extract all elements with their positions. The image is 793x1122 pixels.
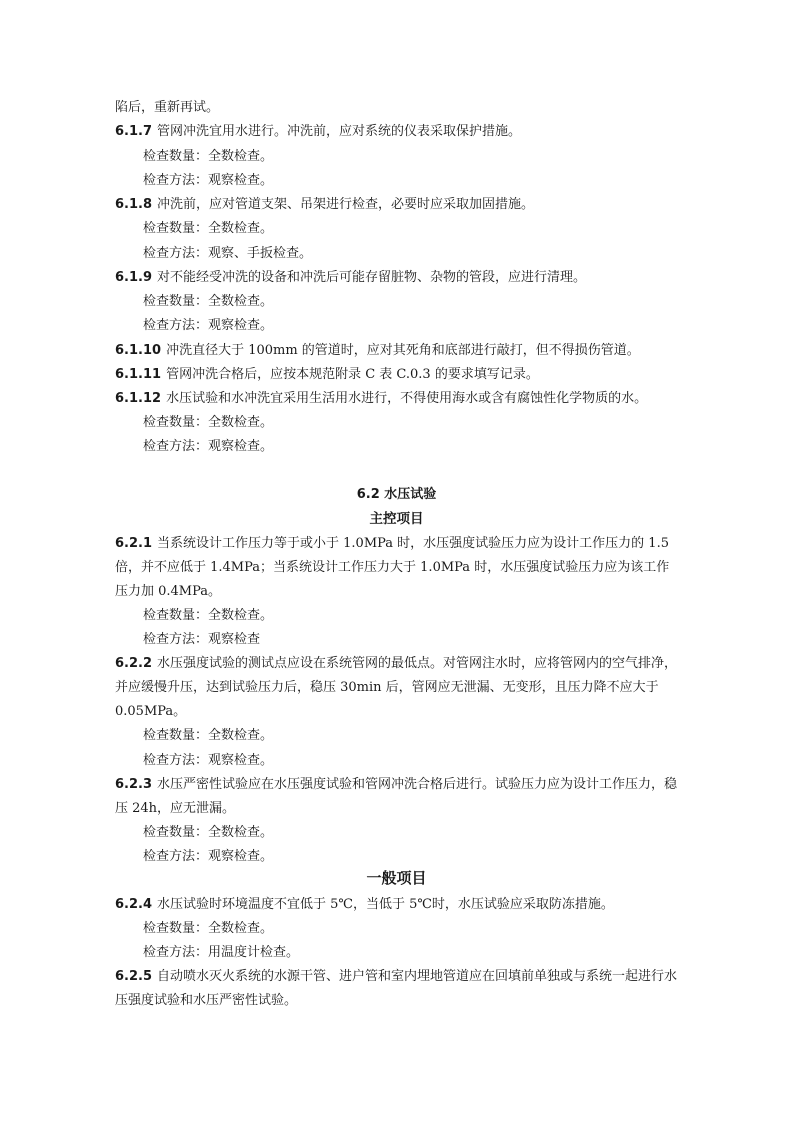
clause-6-2-3 (115, 773, 680, 821)
clause-6-1-8 (115, 193, 534, 217)
clause-6-1-11 (115, 363, 539, 387)
clause-number: 6.2.5 (115, 969, 153, 984)
clause-text: 管网冲洗合格后，应按本规范附录 C 表 C.0.3 的要求填写记录。 (166, 367, 539, 382)
check-quantity: 检查数量：全数检查。 (143, 294, 274, 309)
clause-number: 6.2.4 (115, 897, 153, 912)
check-method: 检查方法：观察检查 (143, 632, 261, 647)
clause-6-1-10 (115, 339, 640, 363)
clause-text: 冲洗直径大于 100mm 的管道时，应对其死角和底部进行敲打，但不得损伤管道。 (166, 343, 640, 358)
check-quantity: 检查数量：全数检查。 (143, 921, 274, 936)
check-method: 检查方法：观察检查。 (143, 753, 274, 768)
check-quantity: 检查数量：全数检查。 (143, 825, 274, 840)
clause-number: 6.2.3 (115, 777, 153, 792)
check-method: 检查方法：观察、手扳检查。 (143, 246, 313, 261)
check-method: 检查方法：用温度计检查。 (143, 945, 300, 960)
clause-6-1-7 (115, 120, 521, 144)
clause-number: 6.1.8 (115, 197, 153, 212)
clause-text: 水压严密性试验应在水压强度试验和管网冲洗合格后进行。试验压力应为设计工作压力，稳压 24h，应无泄漏。 (115, 777, 678, 816)
check-quantity: 检查数量：全数检查。 (143, 608, 274, 623)
clause-number: 6.1.7 (115, 124, 153, 139)
subsection-main-items: 主控项目 (369, 511, 424, 527)
clause-text: 水压试验和水冲洗宜采用生活用水进行，不得使用海水或含有腐蚀性化学物质的水。 (166, 391, 648, 406)
check-quantity: 检查数量：全数检查。 (143, 415, 274, 430)
clause-6-2-1 (115, 532, 680, 604)
clause-6-1-12 (115, 387, 647, 411)
clause-text: 当系统设计工作压力等于或小于 1.0MPa 时，水压强度试验压力应为设计工作压力的 1.5 倍，并不应低于 1.4MPa；当系统设计工作压力大于 1.0MPa 时，水压强度试验压力应为该工作压力加 0.4MPa。 (115, 536, 670, 599)
clause-6-1-9 (115, 266, 586, 290)
clause-text: 水压试验时环境温度不宜低于 5℃，当低于 5℃时，水压试验应采取防冻措施。 (157, 897, 614, 912)
clause-text: 管网冲洗宜用水进行。冲洗前，应对系统的仪表采取保护措施。 (157, 124, 522, 139)
clause-number: 6.1.12 (115, 391, 162, 406)
subsection-general-items: 一般项目 (366, 869, 427, 887)
clause-number: 6.2.1 (115, 536, 153, 551)
clause-number: 6.2.2 (115, 656, 153, 671)
clause-6-2-5 (115, 965, 680, 1013)
clause-text: 水压强度试验的测试点应设在系统管网的最低点。对管网注水时，应将管网内的空气排净，并应缓慢升压，达到试验压力后，稳压 30min 后，管网应无泄漏、无变形，且压力降不应大于 0.05MPa。 (115, 656, 678, 719)
check-method: 检查方法：观察检查。 (143, 849, 274, 864)
clause-text: 对不能经受冲洗的设备和冲洗后可能存留脏物、杂物的管段，应进行清理。 (157, 270, 587, 285)
section-title: 6.2 水压试验 (356, 487, 437, 502)
check-method: 检查方法：观察检查。 (143, 173, 274, 188)
check-method: 检查方法：观察检查。 (143, 318, 274, 333)
clause-6-2-4 (115, 893, 614, 917)
clause-text: 自动喷水灭火系统的水源干管、进户管和室内埋地管道应在回填前单独或与系统一起进行水压强度试验和水压严密性试验。 (115, 969, 678, 1008)
clause-number: 6.1.10 (115, 343, 162, 358)
check-method: 检查方法：观察检查。 (143, 439, 274, 454)
check-quantity: 检查数量：全数检查。 (143, 728, 274, 743)
clause-number: 6.1.11 (115, 367, 162, 382)
check-quantity: 检查数量：全数检查。 (143, 149, 274, 164)
clause-text: 冲洗前，应对管道支架、吊架进行检查，必要时应采取加固措施。 (157, 197, 535, 212)
clause-number: 6.1.9 (115, 270, 153, 285)
clause-6-2-2 (115, 652, 680, 724)
text-line: 陷后，重新再试。 (115, 100, 220, 115)
check-quantity: 检查数量：全数检查。 (143, 221, 274, 236)
